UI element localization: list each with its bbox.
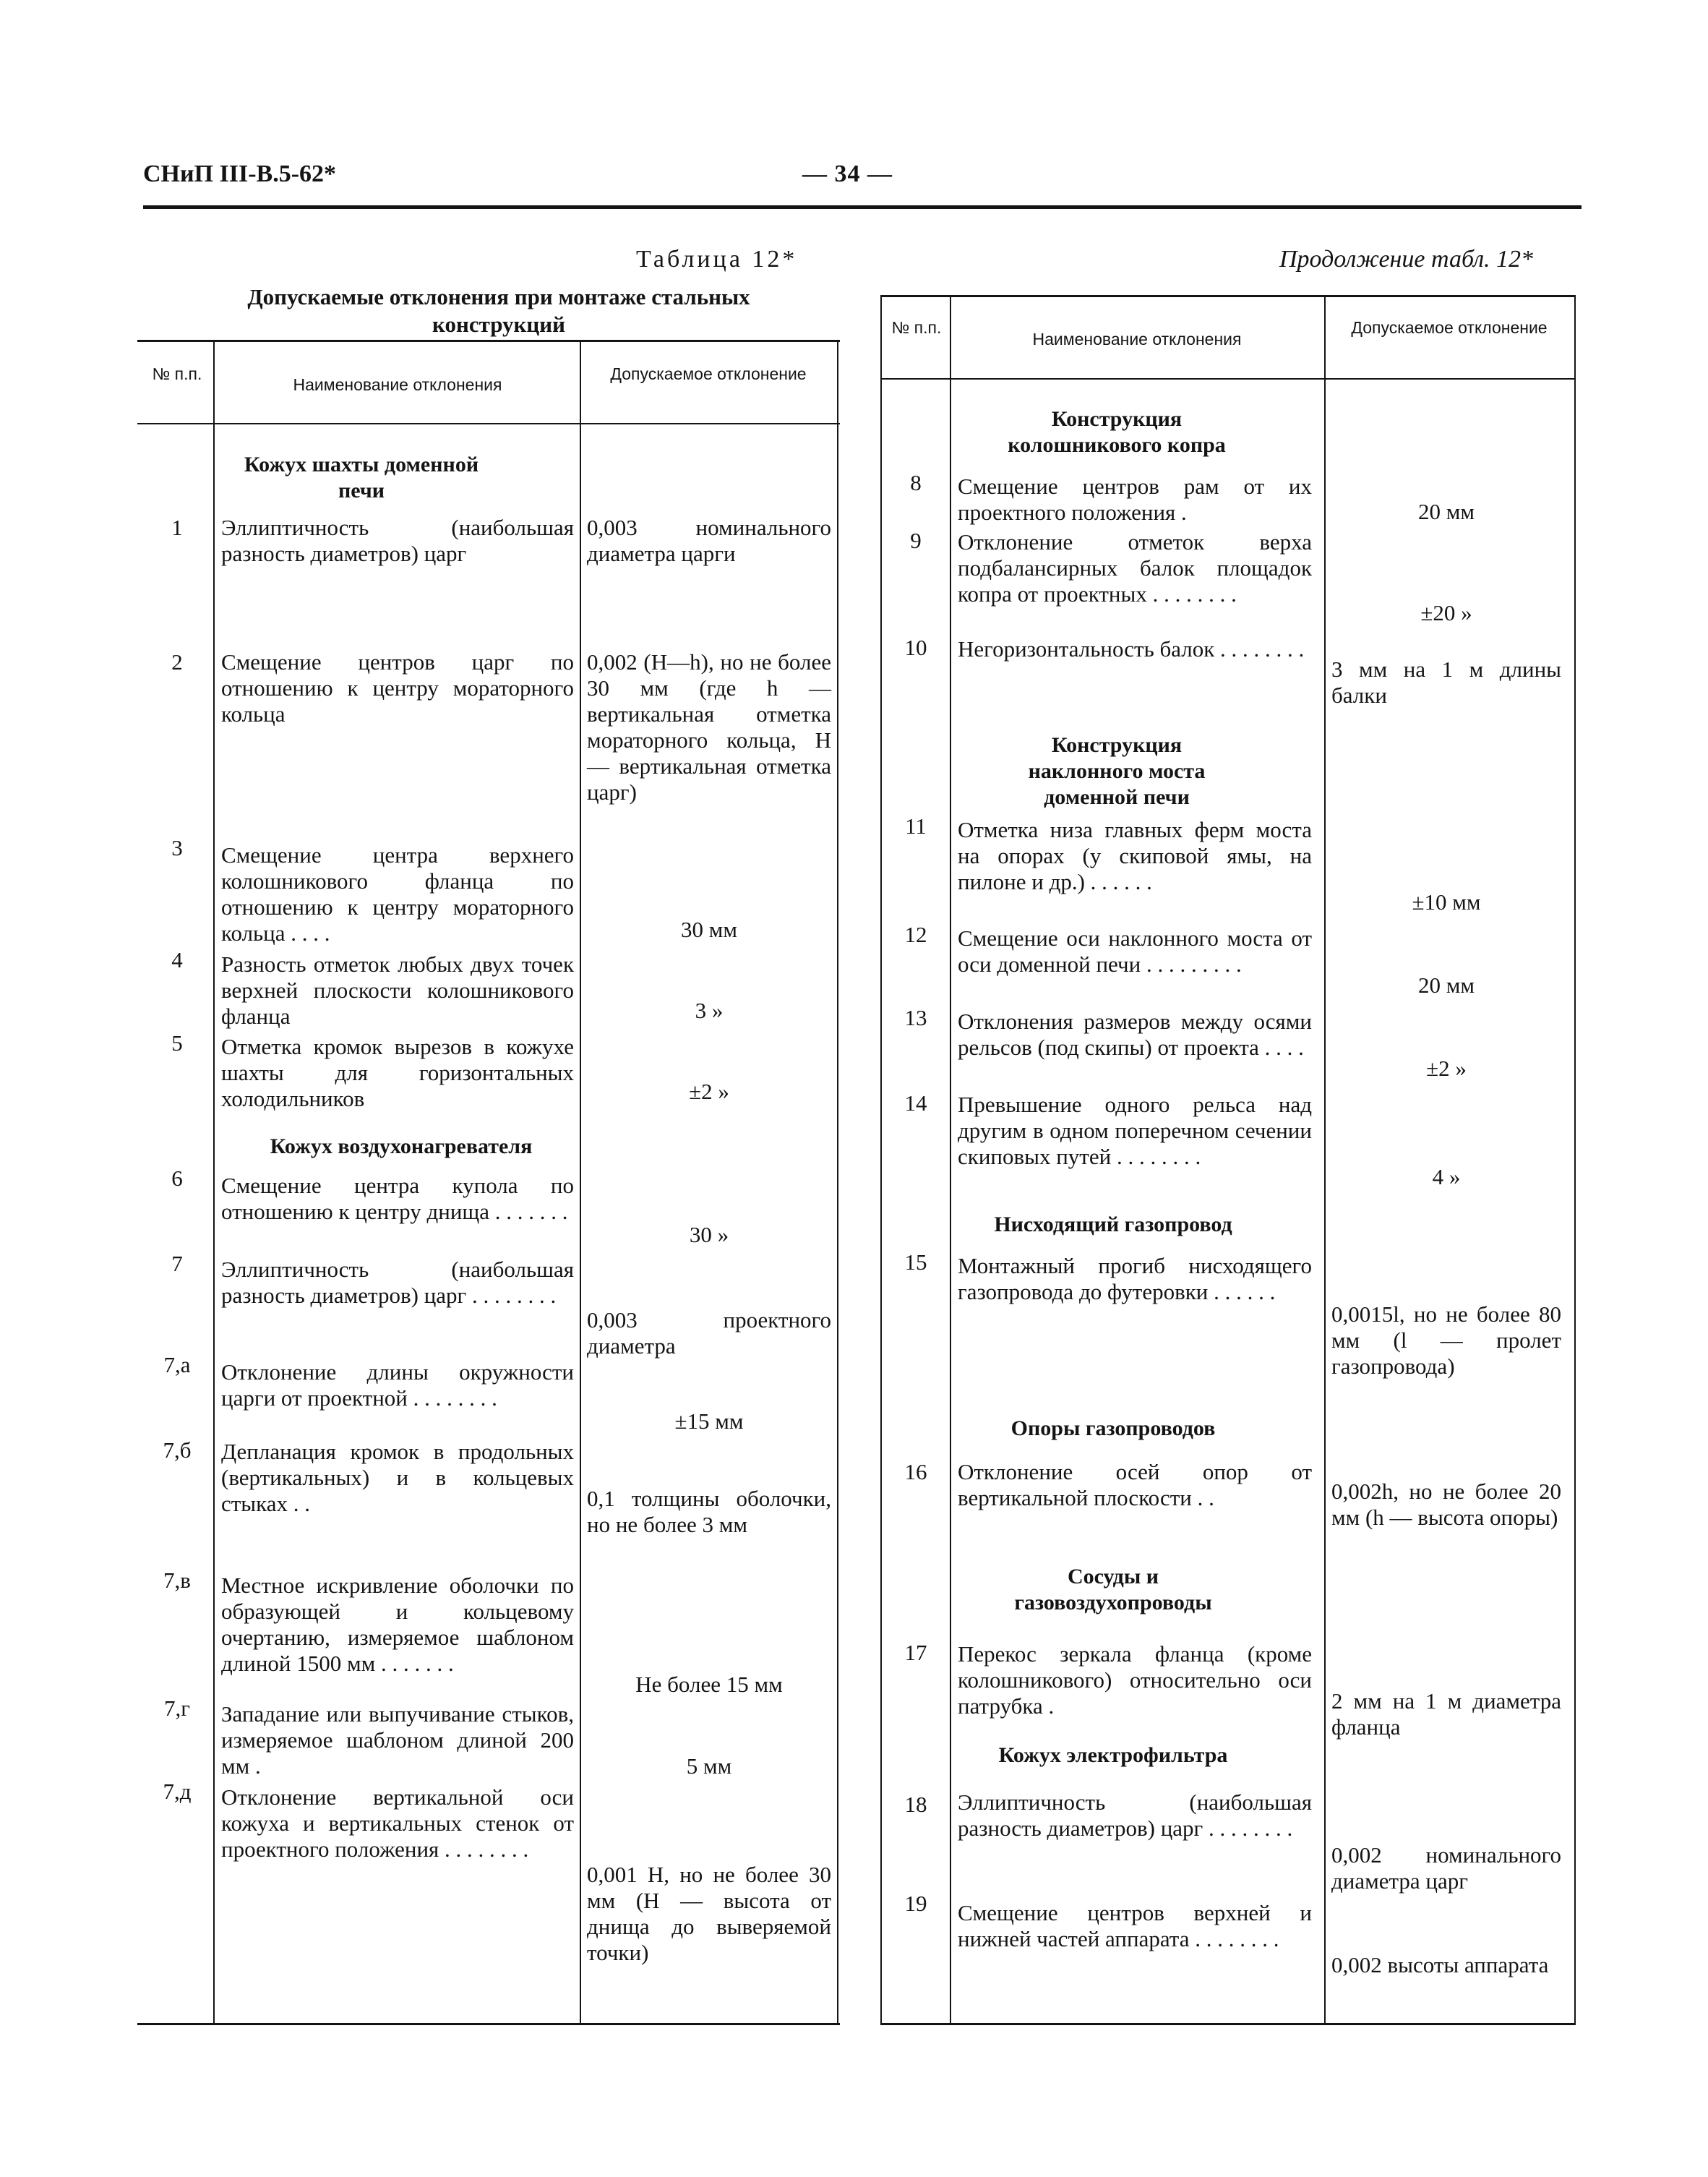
- row-number: 12: [904, 922, 927, 947]
- row-number: 7,а: [163, 1352, 191, 1377]
- row-tolerance: 0,002 (H—h), но не более 30 мм (где h — вертикальная отметка мораторного кольца, H — вертикальная отметка царг): [587, 649, 831, 805]
- column-header-value: Допускаемое отклонение: [610, 364, 807, 383]
- row-description: Разность отметок любых двух точек верхней плоскости колошникового фланца: [221, 951, 574, 1029]
- row-tolerance: 0,0015l, но не более 80 мм (l — пролет газопровода): [1331, 1301, 1561, 1379]
- row-number: 6: [171, 1166, 183, 1191]
- row-tolerance: 4 »: [1432, 1164, 1461, 1189]
- section-heading: Сосуды и газовоздухопроводы: [1014, 1565, 1212, 1614]
- section-heading: Конструкция наклонного моста доменной печи: [1028, 733, 1206, 809]
- row-number: 3: [171, 835, 183, 860]
- row-number: 13: [904, 1005, 927, 1030]
- document-code: СНиП III-В.5-62*: [143, 161, 337, 187]
- row-tolerance: 30 »: [689, 1222, 729, 1247]
- row-description: Перекос зеркала фланца (кроме колошникового) относительно оси патрубка .: [958, 1641, 1312, 1719]
- row-number: 18: [904, 1792, 927, 1817]
- row-number: 9: [910, 528, 922, 553]
- row-tolerance: Не более 15 мм: [635, 1672, 783, 1697]
- table-title: Допускаемые отклонения при монтаже стальных конструкций: [247, 284, 750, 337]
- row-tolerance: ±2 »: [1426, 1056, 1467, 1081]
- row-tolerance: 5 мм: [686, 1753, 732, 1779]
- row-description: Отклонение вертикальной оси кожуха и вертикальных стенок от проектного положения . . . . . . . .: [221, 1784, 574, 1862]
- row-number: 17: [904, 1640, 927, 1665]
- row-description: Монтажный прогиб нисходящего газопровода до футеровки . . . . . .: [958, 1253, 1312, 1304]
- row-tolerance: ±20 »: [1420, 600, 1472, 625]
- row-description: Эллиптичность (наибольшая разность диаметров) царг . . . . . . . .: [958, 1789, 1312, 1841]
- row-tolerance: ±15 мм: [674, 1408, 744, 1434]
- row-number: 11: [905, 813, 927, 839]
- row-description: Эллиптичность (наибольшая разность диаметров) царг: [221, 515, 574, 566]
- row-description: Отклонение длины окружности царги от проектной . . . . . . . .: [221, 1359, 574, 1411]
- row-tolerance: 2 мм на 1 м диаметра фланца: [1331, 1688, 1561, 1740]
- section-heading: Опоры газопроводов: [1010, 1416, 1216, 1440]
- row-description: Превышение одного рельса над другим в одном поперечном сечении скиповых путей . . . . . . . .: [958, 1092, 1312, 1169]
- row-tolerance: 30 мм: [681, 917, 737, 942]
- row-description: Отметка кромок вырезов в кожухе шахты для горизонтальных холодильников: [221, 1034, 574, 1111]
- row-number: 10: [904, 635, 927, 660]
- table-caption: Таблица 12*: [636, 246, 798, 273]
- row-description: Смещение центров царг по отношению к центру мораторного кольца: [221, 649, 574, 727]
- row-number: 5: [171, 1030, 183, 1056]
- row-number: 15: [904, 1249, 927, 1275]
- page-number: — 34 —: [802, 161, 893, 187]
- row-description: Депланация кромок в продольных (вертикальных) и в кольцевых стыках . .: [221, 1439, 574, 1516]
- row-tolerance: 20 мм: [1418, 972, 1475, 998]
- row-tolerance: 3 »: [695, 998, 724, 1023]
- row-description: Отклонения размеров между осями рельсов (под скипы) от проекта . . . .: [958, 1009, 1312, 1060]
- row-number: 7: [171, 1251, 183, 1276]
- row-tolerance: 0,003 номинального диаметра царги: [587, 515, 831, 566]
- row-description: Смещение центра верхнего колошникового фланца по отношению к центру мораторного кольца . . . .: [221, 842, 574, 946]
- row-number: 1: [171, 515, 183, 540]
- row-tolerance: ±2 »: [689, 1079, 729, 1104]
- row-description: Смещение оси наклонного моста от оси доменной печи . . . . . . . . .: [958, 925, 1312, 977]
- row-number: 7,б: [163, 1437, 192, 1463]
- row-description: Смещение центра купола по отношению к центру днища . . . . . . .: [221, 1173, 574, 1224]
- row-description: Отклонение осей опор от вертикальной плоскости . .: [958, 1459, 1312, 1510]
- row-number: 8: [910, 470, 922, 495]
- row-number: 7,в: [163, 1567, 191, 1593]
- row-number: 7,д: [163, 1779, 192, 1804]
- row-tolerance: 0,002 высоты аппарата: [1331, 1952, 1549, 1977]
- row-tolerance: 0,002 номинального диаметра царг: [1331, 1842, 1561, 1894]
- section-heading: Кожух электрофильтра: [998, 1743, 1228, 1767]
- row-tolerance: ±10 мм: [1412, 889, 1481, 915]
- row-number: 2: [171, 649, 183, 675]
- row-description: Эллиптичность (наибольшая разность диаметров) царг . . . . . . . .: [221, 1257, 574, 1308]
- column-header-name: Наименование отклонения: [1032, 330, 1242, 348]
- row-description: Местное искривление оболочки по образующей и кольцевому очертанию, измеряемое шаблоном длиной 1500 мм . . . . . . .: [221, 1573, 574, 1676]
- column-header-number: № п.п.: [891, 318, 942, 337]
- section-heading: Конструкция колошникового копра: [1008, 407, 1226, 457]
- section-heading: Кожух воздухонагревателя: [270, 1134, 533, 1158]
- column-header-number: № п.п.: [152, 364, 202, 383]
- row-number: 16: [904, 1459, 927, 1484]
- row-number: 4: [171, 947, 183, 972]
- row-tolerance: 3 мм на 1 м длины балки: [1331, 656, 1561, 708]
- row-number: 19: [904, 1891, 927, 1916]
- row-description: Смещение центров рам от их проектного положения .: [958, 474, 1312, 525]
- row-description: Отметка низа главных ферм моста на опорах (у скиповой ямы, на пилоне и др.) . . . . . .: [958, 817, 1312, 894]
- row-tolerance: 0,003 проектного диаметра: [587, 1307, 831, 1359]
- row-description: Западание или выпучивание стыков, измеряемое шаблоном длиной 200 мм .: [221, 1701, 574, 1779]
- row-tolerance: 0,001 H, но не более 30 мм (H — высота от днища до выверяемой точки): [587, 1862, 831, 1965]
- row-description: Отклонение отметок верха подбалансирных балок площадок копра от проектных . . . . . . . .: [958, 529, 1312, 607]
- row-description: Смещение центров верхней и нижней частей аппарата . . . . . . . .: [958, 1900, 1312, 1951]
- continuation-caption: Продолжение табл. 12*: [1279, 246, 1534, 273]
- row-tolerance: 20 мм: [1418, 499, 1475, 524]
- column-header-value: Допускаемое отклонение: [1351, 318, 1548, 337]
- row-tolerance: 0,1 толщины оболочки, но не более 3 мм: [587, 1486, 831, 1537]
- header-rule: [143, 205, 1582, 209]
- row-tolerance: 0,002h, но не более 20 мм (h — высота опоры): [1331, 1479, 1561, 1530]
- column-header-name: Наименование отклонения: [293, 375, 502, 394]
- row-number: 14: [904, 1090, 927, 1116]
- section-heading: Кожух шахты доменной печи: [244, 453, 479, 502]
- row-description: Негоризонтальность балок . . . . . . . .: [958, 636, 1305, 662]
- section-heading: Нисходящий газопровод: [994, 1212, 1232, 1236]
- row-number: 7,г: [164, 1695, 190, 1721]
